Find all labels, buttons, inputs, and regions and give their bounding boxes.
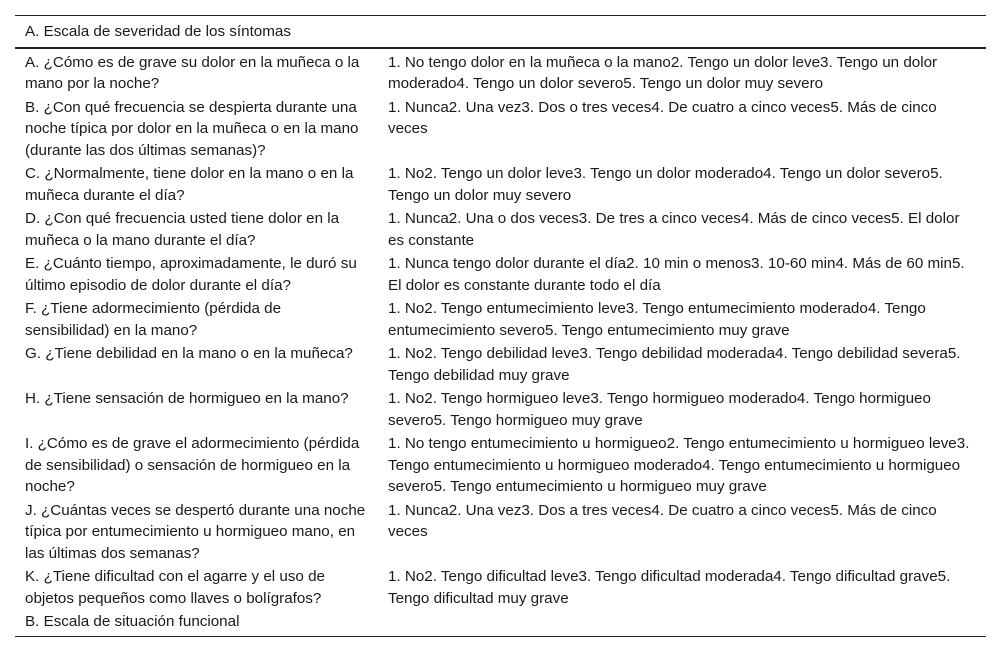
table-row [15,387,986,432]
question-cell: H. ¿Tiene sensación de hormigueo en la mano? [25,390,349,407]
question-cell: E. ¿Cuánto tiempo, aproximadamente, le duró su último episodio de dolor durante el día? [25,255,357,294]
table-header-row [15,16,986,48]
table-header: A. Escala de severidad de los síntomas [25,23,291,40]
question-cell: B. ¿Con qué frecuencia se despierta durante una noche típica por dolor en la muñeca o en la mano (durante las dos últimas semanas)? [25,98,359,159]
table-row [15,252,986,297]
answer-options-cell: 1. No2. Tengo hormigueo leve3. Tengo hormigueo moderado4. Tengo hormigueo severo5. Tengo hormigueo muy grave [388,390,931,429]
question-cell: C. ¿Normalmente, tiene dolor en la mano o en la muñeca durante el día? [25,165,354,204]
table-row [15,432,986,499]
answer-options-cell: 1. Nunca tengo dolor durante el día2. 10 min o menos3. 10-60 min4. Más de 60 min5. El dolor es constante durante todo el día [388,255,965,294]
answer-options-cell: 1. Nunca2. Una vez3. Dos a tres veces4. De cuatro a cinco veces5. Más de cinco veces [388,501,937,540]
answer-options-cell: 1. No2. Tengo debilidad leve3. Tengo debilidad moderada4. Tengo debilidad severa5. Tengo debilidad muy grave [388,345,961,384]
question-cell: G. ¿Tiene debilidad en la mano o en la muñeca? [25,345,353,362]
question-cell: F. ¿Tiene adormecimiento (pérdida de sensibilidad) en la mano? [25,300,282,339]
table-row [15,207,986,252]
question-cell: K. ¿Tiene dificultad con el agarre y el uso de objetos pequeños como llaves o bolígrafos? [25,568,325,607]
table-row [15,48,986,96]
answer-options-cell: 1. No2. Tengo dificultad leve3. Tengo dificultad moderada4. Tengo dificultad grave5. Tengo dificultad muy grave [388,568,951,607]
table-row [15,162,986,207]
table-row [15,96,986,163]
functional-scale-heading: B. Escala de situación funcional [25,613,240,630]
answer-options-cell: 1. No tengo dolor en la muñeca o la mano2. Tengo un dolor leve3. Tengo un dolor moderado4. Tengo un dolor severo5. Tengo un dolor muy severo [388,53,938,92]
answer-options-cell: 1. No2. Tengo un dolor leve3. Tengo un dolor moderado4. Tengo un dolor severo5. Tengo un dolor muy severo [388,165,943,204]
table-row [15,297,986,342]
table-row [15,342,986,387]
symptom-severity-table [15,15,986,637]
question-cell: A. ¿Cómo es de grave su dolor en la muñeca o la mano por la noche? [25,53,360,92]
table-section-row [15,610,986,636]
question-cell: D. ¿Con qué frecuencia usted tiene dolor en la muñeca o la mano durante el día? [25,210,340,249]
answer-options-cell: 1. Nunca2. Una vez3. Dos o tres veces4. De cuatro a cinco veces5. Más de cinco veces [388,98,937,137]
table-row [15,565,986,610]
symptom-severity-table-wrapper [15,15,986,637]
answer-options-cell: 1. No tengo entumecimiento u hormigueo2. Tengo entumecimiento u hormigueo leve3. Tengo entumecimiento u hormigueo moderado4. Tengo entumecimiento u hormigueo severo5. Tengo entumecimiento u hormigueo muy grave [388,435,970,495]
question-cell: I. ¿Cómo es de grave el adormecimiento (pérdida de sensibilidad) o sensación de hormigueo en la noche? [25,435,360,495]
table-row [15,499,986,566]
answer-options-cell: 1. No2. Tengo entumecimiento leve3. Tengo entumecimiento moderado4. Tengo entumecimiento severo5. Tengo entumecimiento muy grave [388,300,926,339]
answer-options-cell: 1. Nunca2. Una o dos veces3. De tres a cinco veces4. Más de cinco veces5. El dolor es constante [388,210,960,249]
question-cell: J. ¿Cuántas veces se despertó durante una noche típica por entumecimiento u hormigueo mano, en las últimas dos semanas? [25,501,366,562]
